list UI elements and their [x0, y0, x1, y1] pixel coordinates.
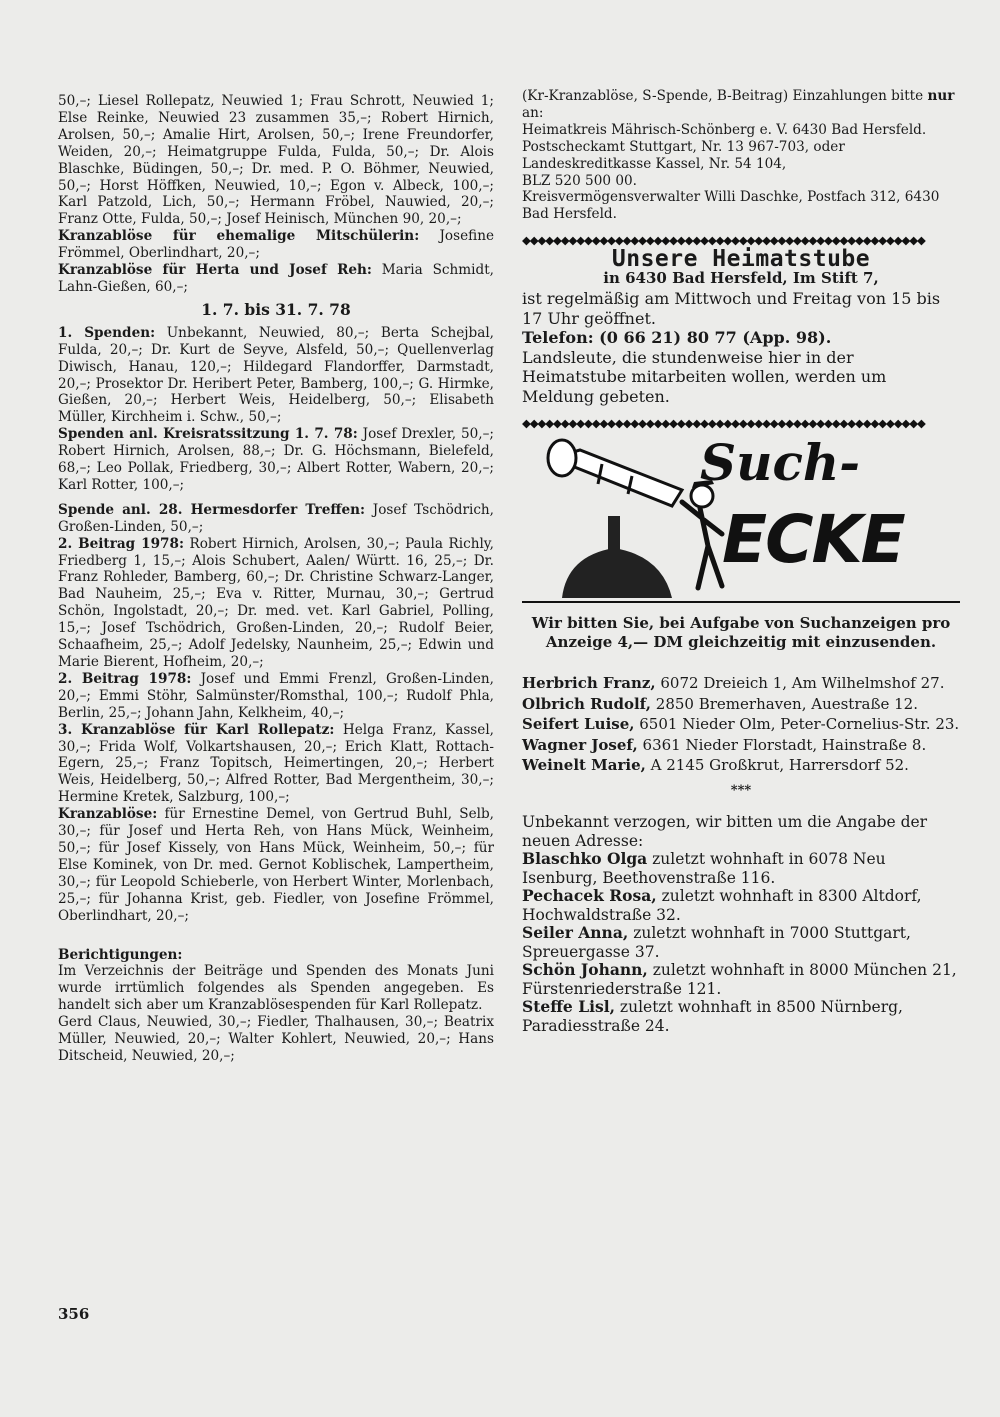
- kranz-label: Kranzablöse für Herta und Josef Reh:: [58, 262, 372, 279]
- search-entry-address: 2850 Bremerhaven, Auestraße 12.: [651, 694, 918, 713]
- search-entry-name: Wagner Josef,: [522, 735, 638, 754]
- payment-intro-end: an:: [522, 104, 544, 121]
- spenden-entry: [58, 325, 494, 426]
- search-entry: [522, 756, 960, 775]
- kranz-text: Helga Franz, Kassel, 30,–; Frida Wolf, Volkartshausen, 20,–; Erich Klatt, Rottach-Egern, 25,–; Franz Topitsch, Heimertingen, 20,–; Herbert Weis, Heidelberg, 50,–; Alfred Rotter, Bad Mergentheim, 30,–; Hermine Kretek, Salzburg, 100,–;: [58, 721, 494, 806]
- unknown-entry-address: zuletzt wohnhaft in 7000 Stuttgart, Spreuergasse 37.: [522, 924, 911, 961]
- unknown-intro: Unbekannt verzogen, wir bitten um die Angabe der neuen Adresse:: [522, 813, 928, 850]
- such-script-text: Such-: [700, 438, 861, 493]
- unknown-entry-name: Seiler Anna,: [522, 923, 629, 943]
- such-fee-notice: Wir bitten Sie, bei Aufgabe von Suchanzeigen pro Anzeige 4,— DM gleichzeitig mit einzusenden.: [531, 614, 951, 652]
- unknown-entry-address: zuletzt wohnhaft in 8000 München 21, Fürstenriederstraße 121.: [522, 961, 957, 998]
- payment-intro: [522, 88, 960, 122]
- search-entry-address: 6072 Dreieich 1, Am Wilhelmshof 27.: [655, 674, 945, 693]
- heimatstube-call: Landsleute, die stundenweise hier in der Heimatstube mitarbeiten wollen, werden um Meldung gebeten.: [522, 347, 887, 406]
- kreisrat-label: Spenden anl. Kreisratssitzung 1. 7. 78:: [58, 426, 358, 443]
- ecke-block-text: ECKE: [722, 501, 904, 579]
- unknown-entry-name: Steffe Lisl,: [522, 997, 615, 1017]
- unknown-entry-address: zuletzt wohnhaft in 6078 Neu Isenburg, Beethovenstraße 116.: [522, 850, 886, 887]
- beitrag-entry: [58, 536, 494, 671]
- kreisrat-entry: [58, 426, 494, 494]
- telescope-lens: [548, 440, 576, 476]
- payment-administrator: Kreisvermögensverwalter Willi Daschke, Postfach 312, 6430 Bad Hersfeld.: [522, 189, 940, 223]
- spacer: [58, 494, 494, 502]
- kranz-text: für Ernestine Demel, von Gertrud Buhl, Selb, 30,–; für Josef und Herta Reh, von Hans Mück, Weinheim, 50,–; für Josef Kissely, von Hans Mück, Weinheim, 50,–; für Else Kominek, von Dr. med. Gernot Koblischek, Lampertheim, 30,–; für Leopold Schieberle, von Herbert Winter, Morlenbach, 25,–; für Johanna Krist, geb. Fiedler, von Josefine Frömmel, Oberlindhart, 20,–;: [58, 806, 494, 924]
- beitrag-entry-2: [58, 671, 494, 722]
- search-entry-name: Seifert Luise,: [522, 715, 635, 734]
- mound-shape: [562, 548, 672, 598]
- unknown-entry-name: Schön Johann,: [522, 960, 648, 980]
- payment-recipient: Heimatkreis Mährisch-Schönberg e. V. 6430 Bad Hersfeld.: [522, 121, 927, 138]
- spacer: [58, 925, 494, 947]
- spenden-text: Unbekannt, Neuwied, 80,–; Berta Schejbal, Fulda, 20,–; Dr. Kurt de Seyve, Alsfeld, 50,–; Quellenverlag Diwisch, Hanau, 120,–; Hildegard Flandorffer, Darmstadt, 20,–; Prosektor Dr. Heribert Peter, Bamberg, 100,–; G. Hirmke, Gießen, 20,–; Herbert Weis, Heidelberg, 50,–; Elisabeth Müller, Kirchheim i. Schw., 50,–;: [58, 324, 494, 426]
- kranz-entry-rollepatz: [58, 722, 494, 807]
- berichtigungen-names: Gerd Claus, Neuwied, 30,–; Fiedler, Thalhausen, 30,–; Beatrix Müller, Neuwied, 20,–; Walter Kohlert, Neuwied, 20,–; Hans Ditscheid, Neuwied, 20,–;: [58, 1014, 494, 1064]
- hermes-text: Josef Tschödrich, Großen-Linden, 50,–;: [58, 501, 495, 535]
- unknown-entry-address: zuletzt wohnhaft in 8300 Altdorf, Hochwaldstraße 32.: [522, 887, 922, 924]
- heimatstube-address: in 6430 Bad Hersfeld, Im Stift 7,: [603, 269, 879, 288]
- search-entry-name: Weinelt Marie,: [522, 756, 646, 775]
- kranz-label: Kranzablöse:: [58, 806, 158, 823]
- section-heading: 1. 7. bis 31. 7. 78: [201, 299, 351, 319]
- search-entry-name: Herbrich Franz,: [522, 674, 656, 693]
- left-column: [58, 93, 494, 1065]
- payment-accounts: Postscheckamt Stuttgart, Nr. 13 967-703, oder Landeskreditkasse Kassel, Nr. 54 104,: [522, 138, 845, 172]
- telescope-stand: [608, 516, 620, 550]
- separator-stars: ***: [730, 782, 752, 798]
- search-entry: [522, 736, 960, 755]
- heimatstube-title: Unsere Heimatstube: [611, 246, 871, 273]
- unknown-entries: [522, 850, 960, 1035]
- search-entries: [522, 674, 960, 775]
- kranz-entry-reh: [58, 262, 494, 296]
- unknown-entry: [522, 998, 960, 1035]
- spenden-label: 1. Spenden:: [58, 324, 156, 341]
- such-ecke-logo: [522, 438, 960, 608]
- diamond-divider-top: ◆◆◆◆◆◆◆◆◆◆◆◆◆◆◆◆◆◆◆◆◆◆◆◆◆◆◆◆◆◆◆◆◆◆◆◆◆◆◆◆◆◆◆◆◆◆◆◆◆◆◆◆: [522, 233, 925, 248]
- page-number: 356: [58, 1305, 90, 1323]
- beitrag-text: Robert Hirnich, Arolsen, 30,–; Paula Richly, Friedberg 1, 15,–; Alois Schubert, Aalen/ Württ. 16, 25,–; Dr. Franz Rohleder, Bamberg, 60,–; Dr. Christine Schwarz-Langer, Bad Nauheim, 25,–; Eva v. Ritter, Murnau, 30,–; Gertrud Schön, Ingolstadt, 20,–; Dr. med. vet. Karl Gabriel, Polling, 15,–; Josef Tschödrich, Großen-Linden, 20,–; Rudolf Beier, Schaafheim, 25,–; Adolf Jedelsky, Naunheim, 25,–; Edwin und Marie Bierent, Hofheim, 20,–;: [58, 535, 494, 670]
- unknown-entry: [522, 887, 960, 924]
- telescope-illustration-icon: [522, 438, 960, 608]
- search-entry-name: Olbrich Rudolf,: [522, 694, 652, 713]
- hermes-label: Spende anl. 28. Hermesdorfer Treffen:: [58, 501, 366, 518]
- beitrag-label: 2. Beitrag 1978:: [58, 535, 184, 552]
- heimatstube-phone: Telefon: (0 66 21) 80 77 (App. 98).: [522, 328, 832, 348]
- hermes-entry: [58, 502, 494, 536]
- search-entry: [522, 695, 960, 714]
- diamond-divider-bottom: ◆◆◆◆◆◆◆◆◆◆◆◆◆◆◆◆◆◆◆◆◆◆◆◆◆◆◆◆◆◆◆◆◆◆◆◆◆◆◆◆◆◆◆◆◆◆◆◆◆◆◆◆: [522, 416, 925, 431]
- kranz-label: Kranzablöse für ehemalige Mitschülerin:: [58, 228, 420, 245]
- unknown-entry: [522, 924, 960, 961]
- spacer: [522, 652, 960, 674]
- beitrag-label: 2. Beitrag 1978:: [58, 670, 192, 687]
- donation-list-continued: 50,–; Liesel Rollepatz, Neuwied 1; Frau Schrott, Neuwied 1; Else Reinke, Neuwied 23 zusammen 35,–; Robert Hirnich, Arolsen, 50,–; Amalie Hirt, Arolsen, 50,–; Irene Freundorfer, Weiden, 20,–; Heimatgruppe Fulda, Fulda, 50,–; Dr. Alois Blaschke, Büdingen, 50,–; Dr. med. P. O. Böhmer, Neuwied, 50,–; Horst Höffken, Neuwied, 10,–; Egon v. Albeck, 100,–; Karl Patzold, Lich, 50,–; Hermann Fröbel, Nauwied, 20,–; Franz Otte, Fulda, 50,–; Josef Heinisch, München 90, 20,–;: [58, 93, 494, 228]
- kreisrat-text: Josef Drexler, 50,–; Robert Hirnich, Arolsen, 88,–; Dr. G. Höchsmann, Bielefeld, 68,–; Leo Pollak, Friedberg, 30,–; Albert Rotter, Wabern, 20,–; Karl Rotter, 100,–;: [58, 426, 494, 493]
- payment-intro-emphasis: nur: [927, 88, 955, 104]
- berichtigungen-text: Im Verzeichnis der Beiträge und Spenden des Monats Juni wurde irrtümlich folgendes als Spenden angegeben. Es handelt sich aber um Kranzablösespenden für Karl Rollepatz.: [58, 963, 494, 1014]
- unknown-entry-name: Blaschko Olga: [522, 849, 648, 869]
- figure-body: [682, 502, 722, 588]
- beitrag-text: Josef und Emmi Frenzl, Großen-Linden, 20,–; Emmi Stöhr, Salmünster/Romsthal, 100,–; Rudolf Phla, Berlin, 25,–; Johann Jahn, Kelkheim, 40,–;: [58, 670, 494, 721]
- search-entry-address: 6501 Nieder Olm, Peter-Cornelius-Str. 23.: [634, 715, 960, 734]
- unknown-entry: [522, 850, 960, 887]
- unknown-entry-address: zuletzt wohnhaft in 8500 Nürnberg, Paradiesstraße 24.: [522, 998, 903, 1035]
- right-column: [522, 88, 960, 1035]
- kranz-label: 3. Kranzablöse für Karl Rollepatz:: [58, 721, 335, 738]
- kranz-entry-list: [58, 806, 494, 924]
- heimatstube-hours: ist regelmäßig am Mittwoch und Freitag von 15 bis 17 Uhr geöffnet.: [522, 289, 941, 328]
- kranz-entry-mitschuelerin: [58, 228, 494, 262]
- berichtigungen-heading: Berichtigungen:: [58, 946, 183, 963]
- search-entry-address: 6361 Nieder Florstadt, Hainstraße 8.: [637, 735, 927, 754]
- payment-intro-text: (Kr-Kranzablöse, S-Spende, B-Beitrag) Einzahlungen bitte: [522, 88, 928, 104]
- search-entry-address: A 2145 Großkrut, Harrersdorf 52.: [645, 756, 909, 775]
- search-entry: [522, 715, 960, 734]
- payment-blz: BLZ 520 500 00.: [522, 172, 637, 189]
- search-entry: [522, 674, 960, 693]
- kranz-text: Josefine Frömmel, Oberlindhart, 20,–;: [58, 228, 494, 262]
- kranz-text: Maria Schmidt, Lahn-Gießen, 60,–;: [58, 262, 494, 295]
- unknown-entry: [522, 961, 960, 998]
- unknown-entry-name: Pechacek Rosa,: [522, 886, 657, 906]
